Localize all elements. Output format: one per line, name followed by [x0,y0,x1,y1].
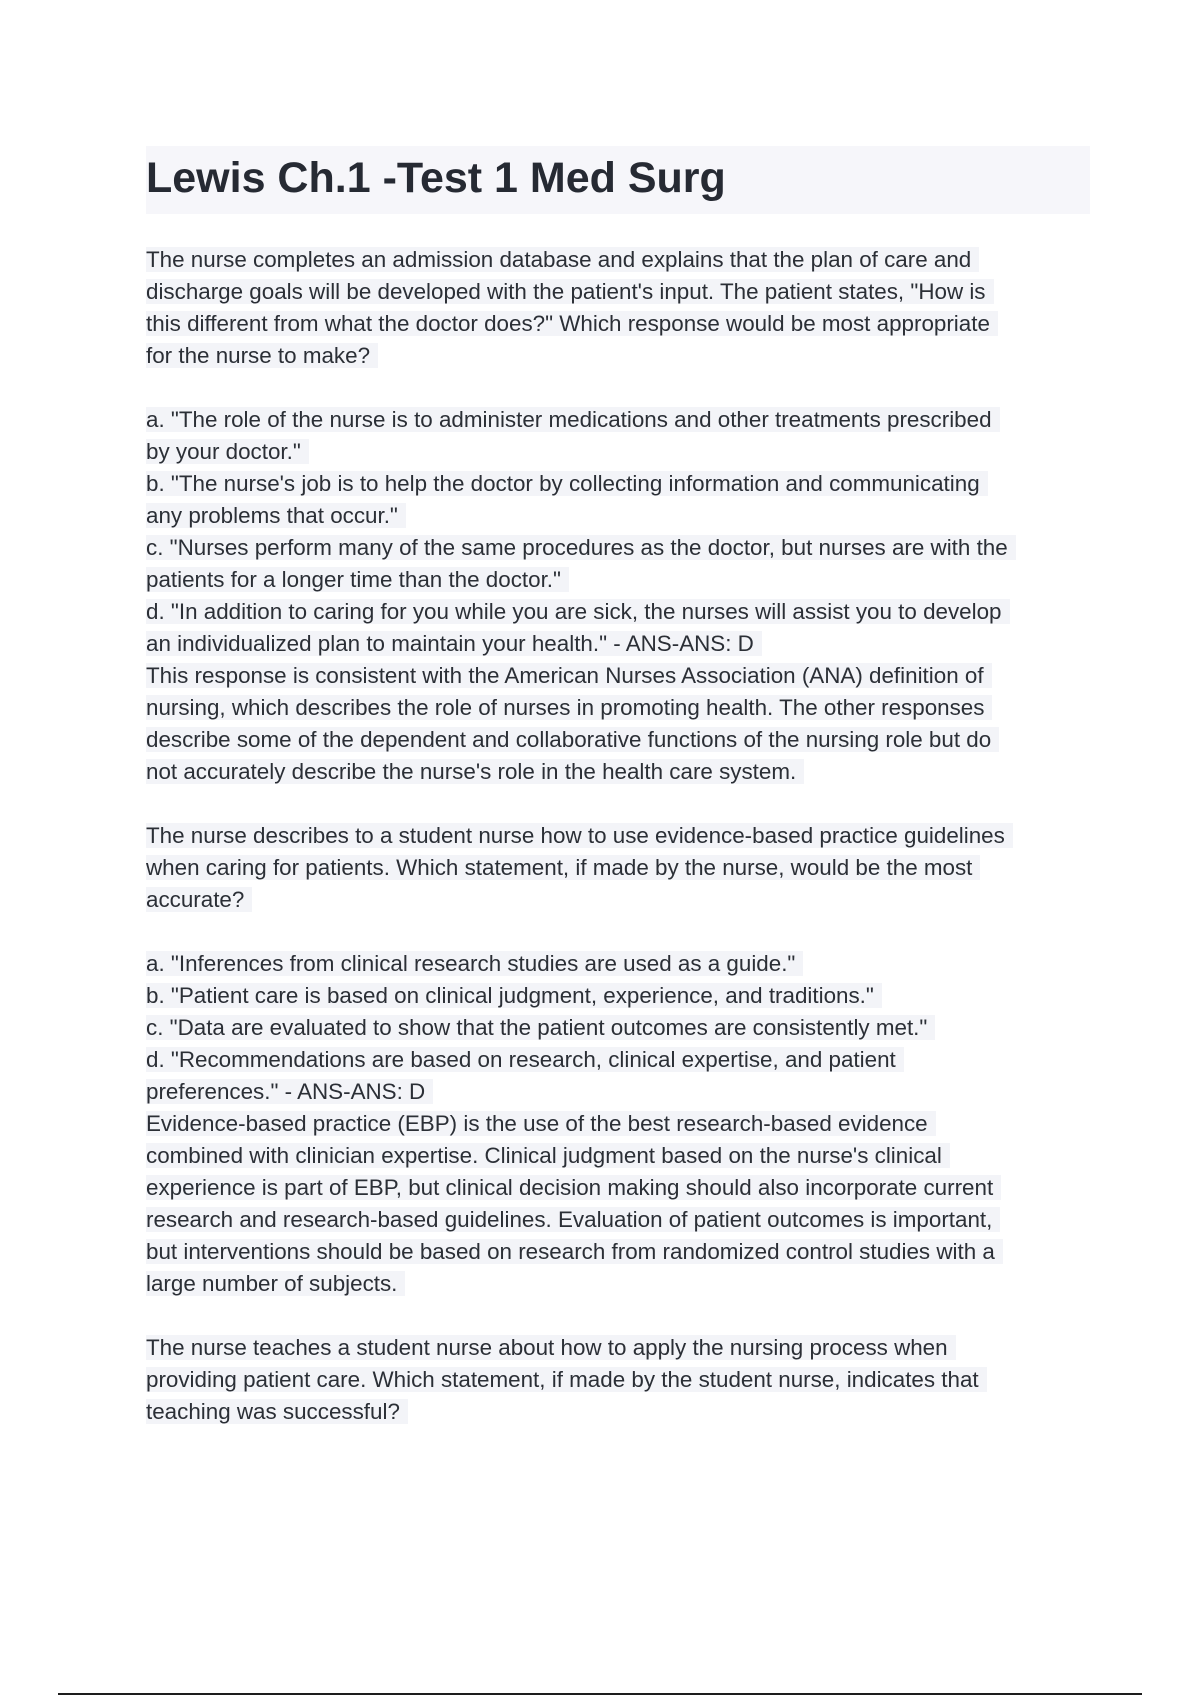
text-line: b. "Patient care is based on clinical judgment, experience, and traditions." [146,980,1086,1012]
text-line: c. "Data are evaluated to show that the patient outcomes are consistently met." [146,1012,1086,1044]
text-line: combined with clinician expertise. Clinical judgment based on the nurse's clinical [146,1140,1086,1172]
text-line: when caring for patients. Which statement, if made by the nurse, would be the most [146,852,1086,884]
page-footer-rule [58,1693,1142,1695]
text-line: nursing, which describes the role of nurses in promoting health. The other responses [146,692,1086,724]
text-line: providing patient care. Which statement, if made by the student nurse, indicates that [146,1364,1086,1396]
text-line: d. "Recommendations are based on research, clinical expertise, and patient [146,1044,1086,1076]
page-title: Lewis Ch.1 -Test 1 Med Surg [146,154,726,202]
text-line: preferences." - ANS-ANS: D [146,1076,1086,1108]
text-line: large number of subjects. [146,1268,1086,1300]
text-line: an individualized plan to maintain your health." - ANS-ANS: D [146,628,1086,660]
text-line: any problems that occur." [146,500,1086,532]
question-1-options [146,404,1086,788]
question-2-stem [146,820,1086,916]
text-line: b. "The nurse's job is to help the doctor by collecting information and communicating [146,468,1086,500]
text-line: accurate? [146,884,1086,916]
text-line: describe some of the dependent and collaborative functions of the nursing role but do [146,724,1086,756]
text-line: this different from what the doctor does?" Which response would be most appropriate [146,308,1086,340]
text-line: d. "In addition to caring for you while you are sick, the nurses will assist you to develop [146,596,1086,628]
text-line: Evidence-based practice (EBP) is the use of the best research-based evidence [146,1108,1086,1140]
text-line: by your doctor." [146,436,1086,468]
text-line: teaching was successful? [146,1396,1086,1428]
text-line: a. "Inferences from clinical research studies are used as a guide." [146,948,1086,980]
text-line: The nurse teaches a student nurse about how to apply the nursing process when [146,1332,1086,1364]
text-line: for the nurse to make? [146,340,1086,372]
question-1-stem [146,244,1086,372]
document-body [146,244,1086,1428]
question-3-stem [146,1332,1086,1428]
text-line: research and research-based guidelines. Evaluation of patient outcomes is important, [146,1204,1086,1236]
text-line: experience is part of EBP, but clinical decision making should also incorporate current [146,1172,1086,1204]
text-line: This response is consistent with the American Nurses Association (ANA) definition of [146,660,1086,692]
text-line: c. "Nurses perform many of the same procedures as the doctor, but nurses are with the [146,532,1086,564]
text-line: patients for a longer time than the doctor." [146,564,1086,596]
text-line: but interventions should be based on research from randomized control studies with a [146,1236,1086,1268]
text-line: not accurately describe the nurse's role in the health care system. [146,756,1086,788]
text-line: discharge goals will be developed with the patient's input. The patient states, "How is [146,276,1086,308]
text-line: a. "The role of the nurse is to administer medications and other treatments prescribed [146,404,1086,436]
text-line: The nurse completes an admission database and explains that the plan of care and [146,244,1086,276]
question-2-options [146,948,1086,1300]
text-line: The nurse describes to a student nurse how to use evidence-based practice guidelines [146,820,1086,852]
